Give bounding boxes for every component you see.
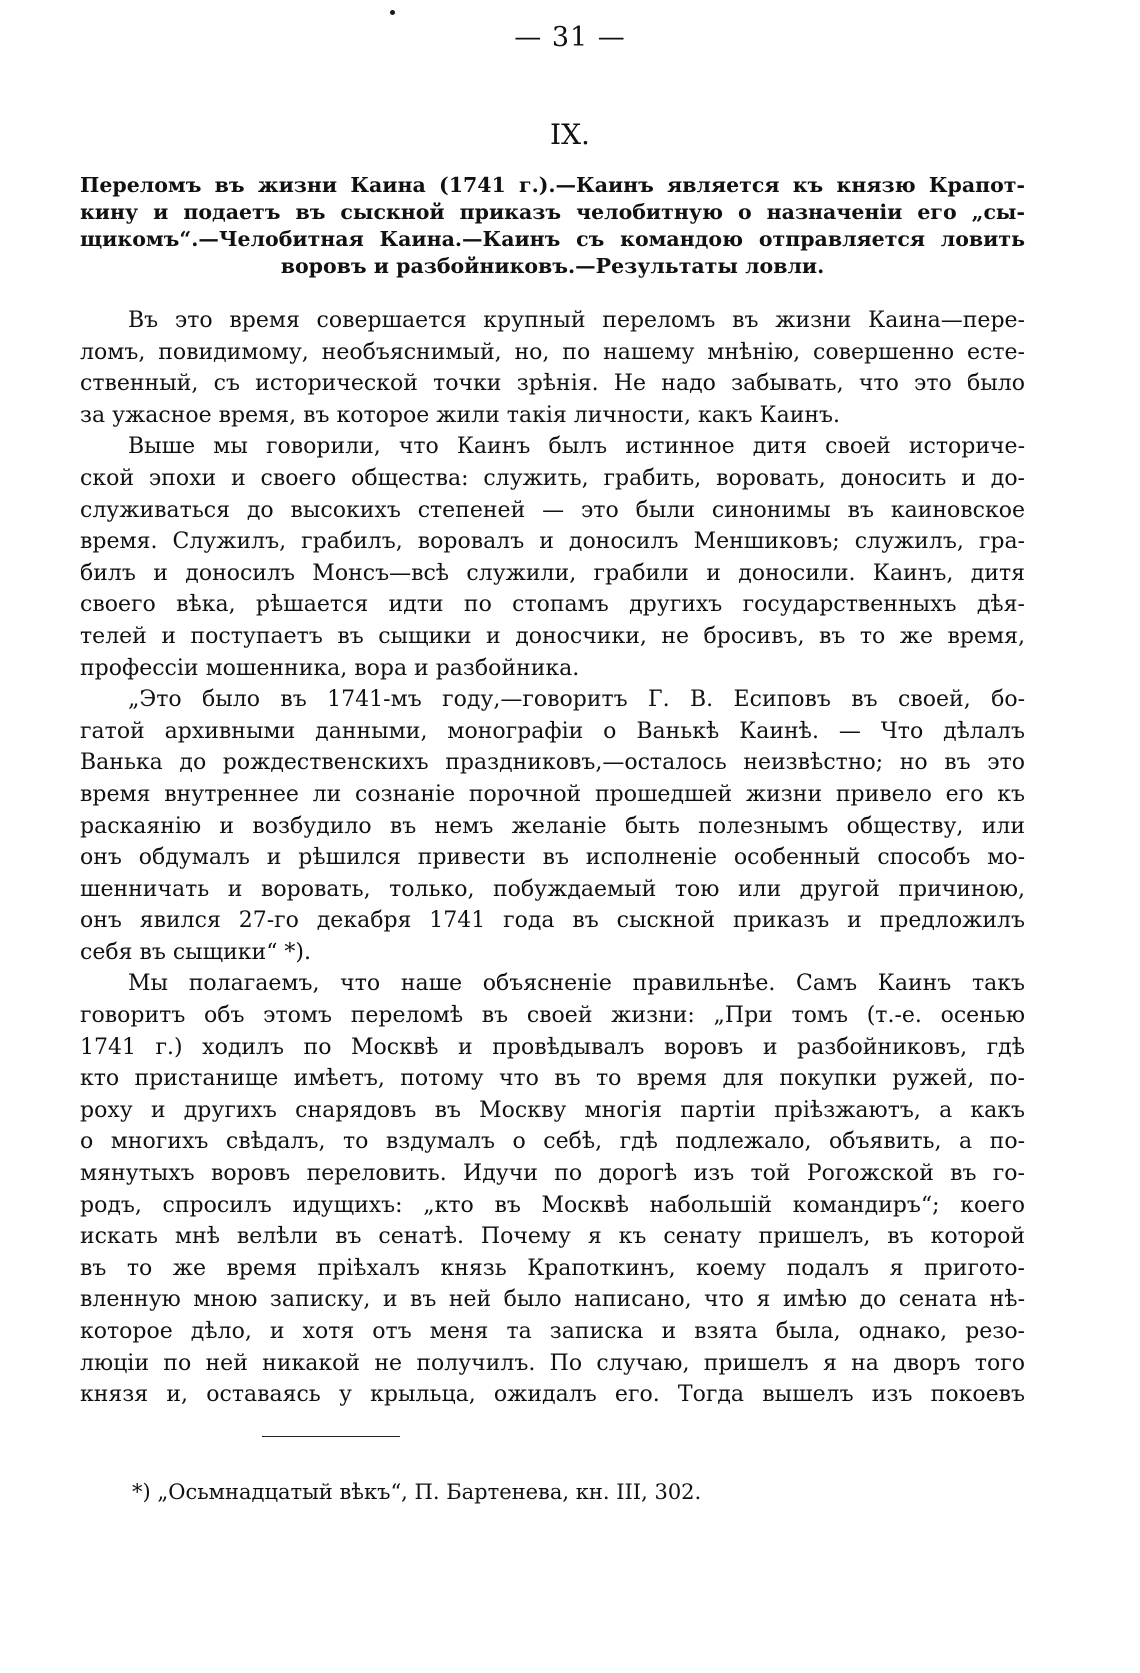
page-number: — 31 — <box>514 22 626 53</box>
text-line: онъ обдумалъ и рѣшился привести въ исполненіе особенный способъ мо- <box>80 845 1025 871</box>
text-line: за ужасное время, въ которое жили такія личности, какъ Каинъ. <box>80 402 841 428</box>
text-line: ломъ, повидимому, необъяснимый, но, по нашему мнѣнію, совершенно есте- <box>80 339 1025 365</box>
ink-speck <box>390 10 395 15</box>
text-line: Мы полагаемъ, что наше объясненіе правильнѣе. Самъ Каинъ такъ <box>128 971 1025 997</box>
text-line: служиваться до высокихъ степеней — это были синонимы въ каиновское <box>80 497 1025 523</box>
summary-line: щикомъ“.—Челобитная Каина.—Каинъ съ командою отправляется ловить <box>80 227 1025 251</box>
text-line: билъ и доносилъ Монсъ—всѣ служили, грабили и доносили. Каинъ, дитя <box>80 560 1025 586</box>
chapter-summary <box>80 172 1025 280</box>
text-line: „Это было въ 1741-мъ году,—говоритъ Г. В. Есиповъ въ своей, бо- <box>128 687 1025 713</box>
text-line: время. Служилъ, грабилъ, воровалъ и доносилъ Меншиковъ; служилъ, гра- <box>80 529 1025 555</box>
text-line: шенничать и воровать, только, побуждаемый тою или другой причиною, <box>80 876 1025 902</box>
text-line: раскаянію и возбудило въ немъ желаніе быть полезнымъ обществу, или <box>80 813 1025 839</box>
text-line: Выше мы говорили, что Каинъ былъ истинное дитя своей историче- <box>128 434 1025 460</box>
text-line: люціи по ней никакой не получилъ. По случаю, пришелъ я на дворъ того <box>80 1350 1025 1376</box>
text-line: 1741 г.) ходилъ по Москвѣ и провѣдывалъ воровъ и разбойниковъ, гдѣ <box>80 1034 1025 1060</box>
text-line: своего вѣка, рѣшается идти по стопамъ другихъ государственныхъ дѣя- <box>80 592 1025 618</box>
footnote: *) „Осьмнадцатый вѣкъ“, П. Бартенева, кн. III, 302. <box>132 1480 702 1504</box>
text-line: кто пристанище имѣетъ, потому что въ то время для покупки ружей, по- <box>80 1066 1025 1092</box>
footnote-rule <box>262 1436 400 1437</box>
body-text <box>80 305 1025 1411</box>
chapter-number: IX. <box>550 118 590 151</box>
text-line: искать мнѣ велѣли въ сенатѣ. Почему я къ сенату пришелъ, въ которой <box>80 1224 1025 1250</box>
text-line: о многихъ свѣдалъ, то вздумалъ о себѣ, гдѣ подлежало, объявить, а по- <box>80 1129 1025 1155</box>
text-line: вленную мною записку, и въ ней было написано, что я имѣю до сената нѣ- <box>80 1287 1025 1313</box>
text-line: профессіи мошенника, вора и разбойника. <box>80 655 580 681</box>
text-line: себя въ сыщики“ *). <box>80 939 312 965</box>
summary-line: Переломъ въ жизни Каина (1741 г.).—Каинъ является къ князю Крапот- <box>80 173 1025 197</box>
text-line: телей и поступаетъ въ сыщики и доносчики, не бросивъ, въ то же время, <box>80 623 1025 649</box>
text-line: онъ явился 27-го декабря 1741 года въ сыскной приказъ и предложилъ <box>80 908 1025 934</box>
summary-line: воровъ и разбойниковъ.—Результаты ловли. <box>280 254 825 278</box>
summary-line: кину и подаетъ въ сыскной приказъ челобитную о назначеніи его „сы- <box>80 200 1025 224</box>
text-line: гатой архивными данными, монографіи о Ванькѣ Каинѣ. — Что дѣлалъ <box>80 718 1025 744</box>
text-line: Ванька до рождественскихъ праздниковъ,—осталось неизвѣстно; но въ это <box>80 750 1025 776</box>
text-line: говоритъ объ этомъ переломѣ въ своей жизни: „При томъ (т.-е. осенью <box>80 1003 1025 1029</box>
text-line: ской эпохи и своего общества: служить, грабить, воровать, доносить и до- <box>80 465 1025 491</box>
text-line: въ то же время пріѣхалъ князь Крапоткинъ, коему подалъ я пригото- <box>80 1255 1025 1281</box>
text-line: родъ, спросилъ идущихъ: „кто въ Москвѣ набольшій командиръ“; коего <box>80 1192 1025 1218</box>
text-line: роху и другихъ снарядовъ въ Москву многія партіи пріѣзжаютъ, а какъ <box>80 1097 1025 1123</box>
text-line: время внутреннее ли сознаніе порочной прошедшей жизни привело его къ <box>80 781 1025 807</box>
text-line: мянутыхъ воровъ переловить. Идучи по дорогѣ изъ той Рогожской въ го- <box>80 1161 1025 1187</box>
text-line: которое дѣло, и хотя отъ меня та записка и взята была, однако, резо- <box>80 1319 1025 1344</box>
text-line: князя и, оставаясь у крыльца, ожидалъ его. Тогда вышелъ изъ покоевъ <box>80 1382 1025 1408</box>
text-line: ственный, съ исторической точки зрѣнія. Не надо забывать, что это было <box>80 371 1025 397</box>
text-line: Въ это время совершается крупный переломъ въ жизни Каина—пере- <box>128 308 1025 333</box>
